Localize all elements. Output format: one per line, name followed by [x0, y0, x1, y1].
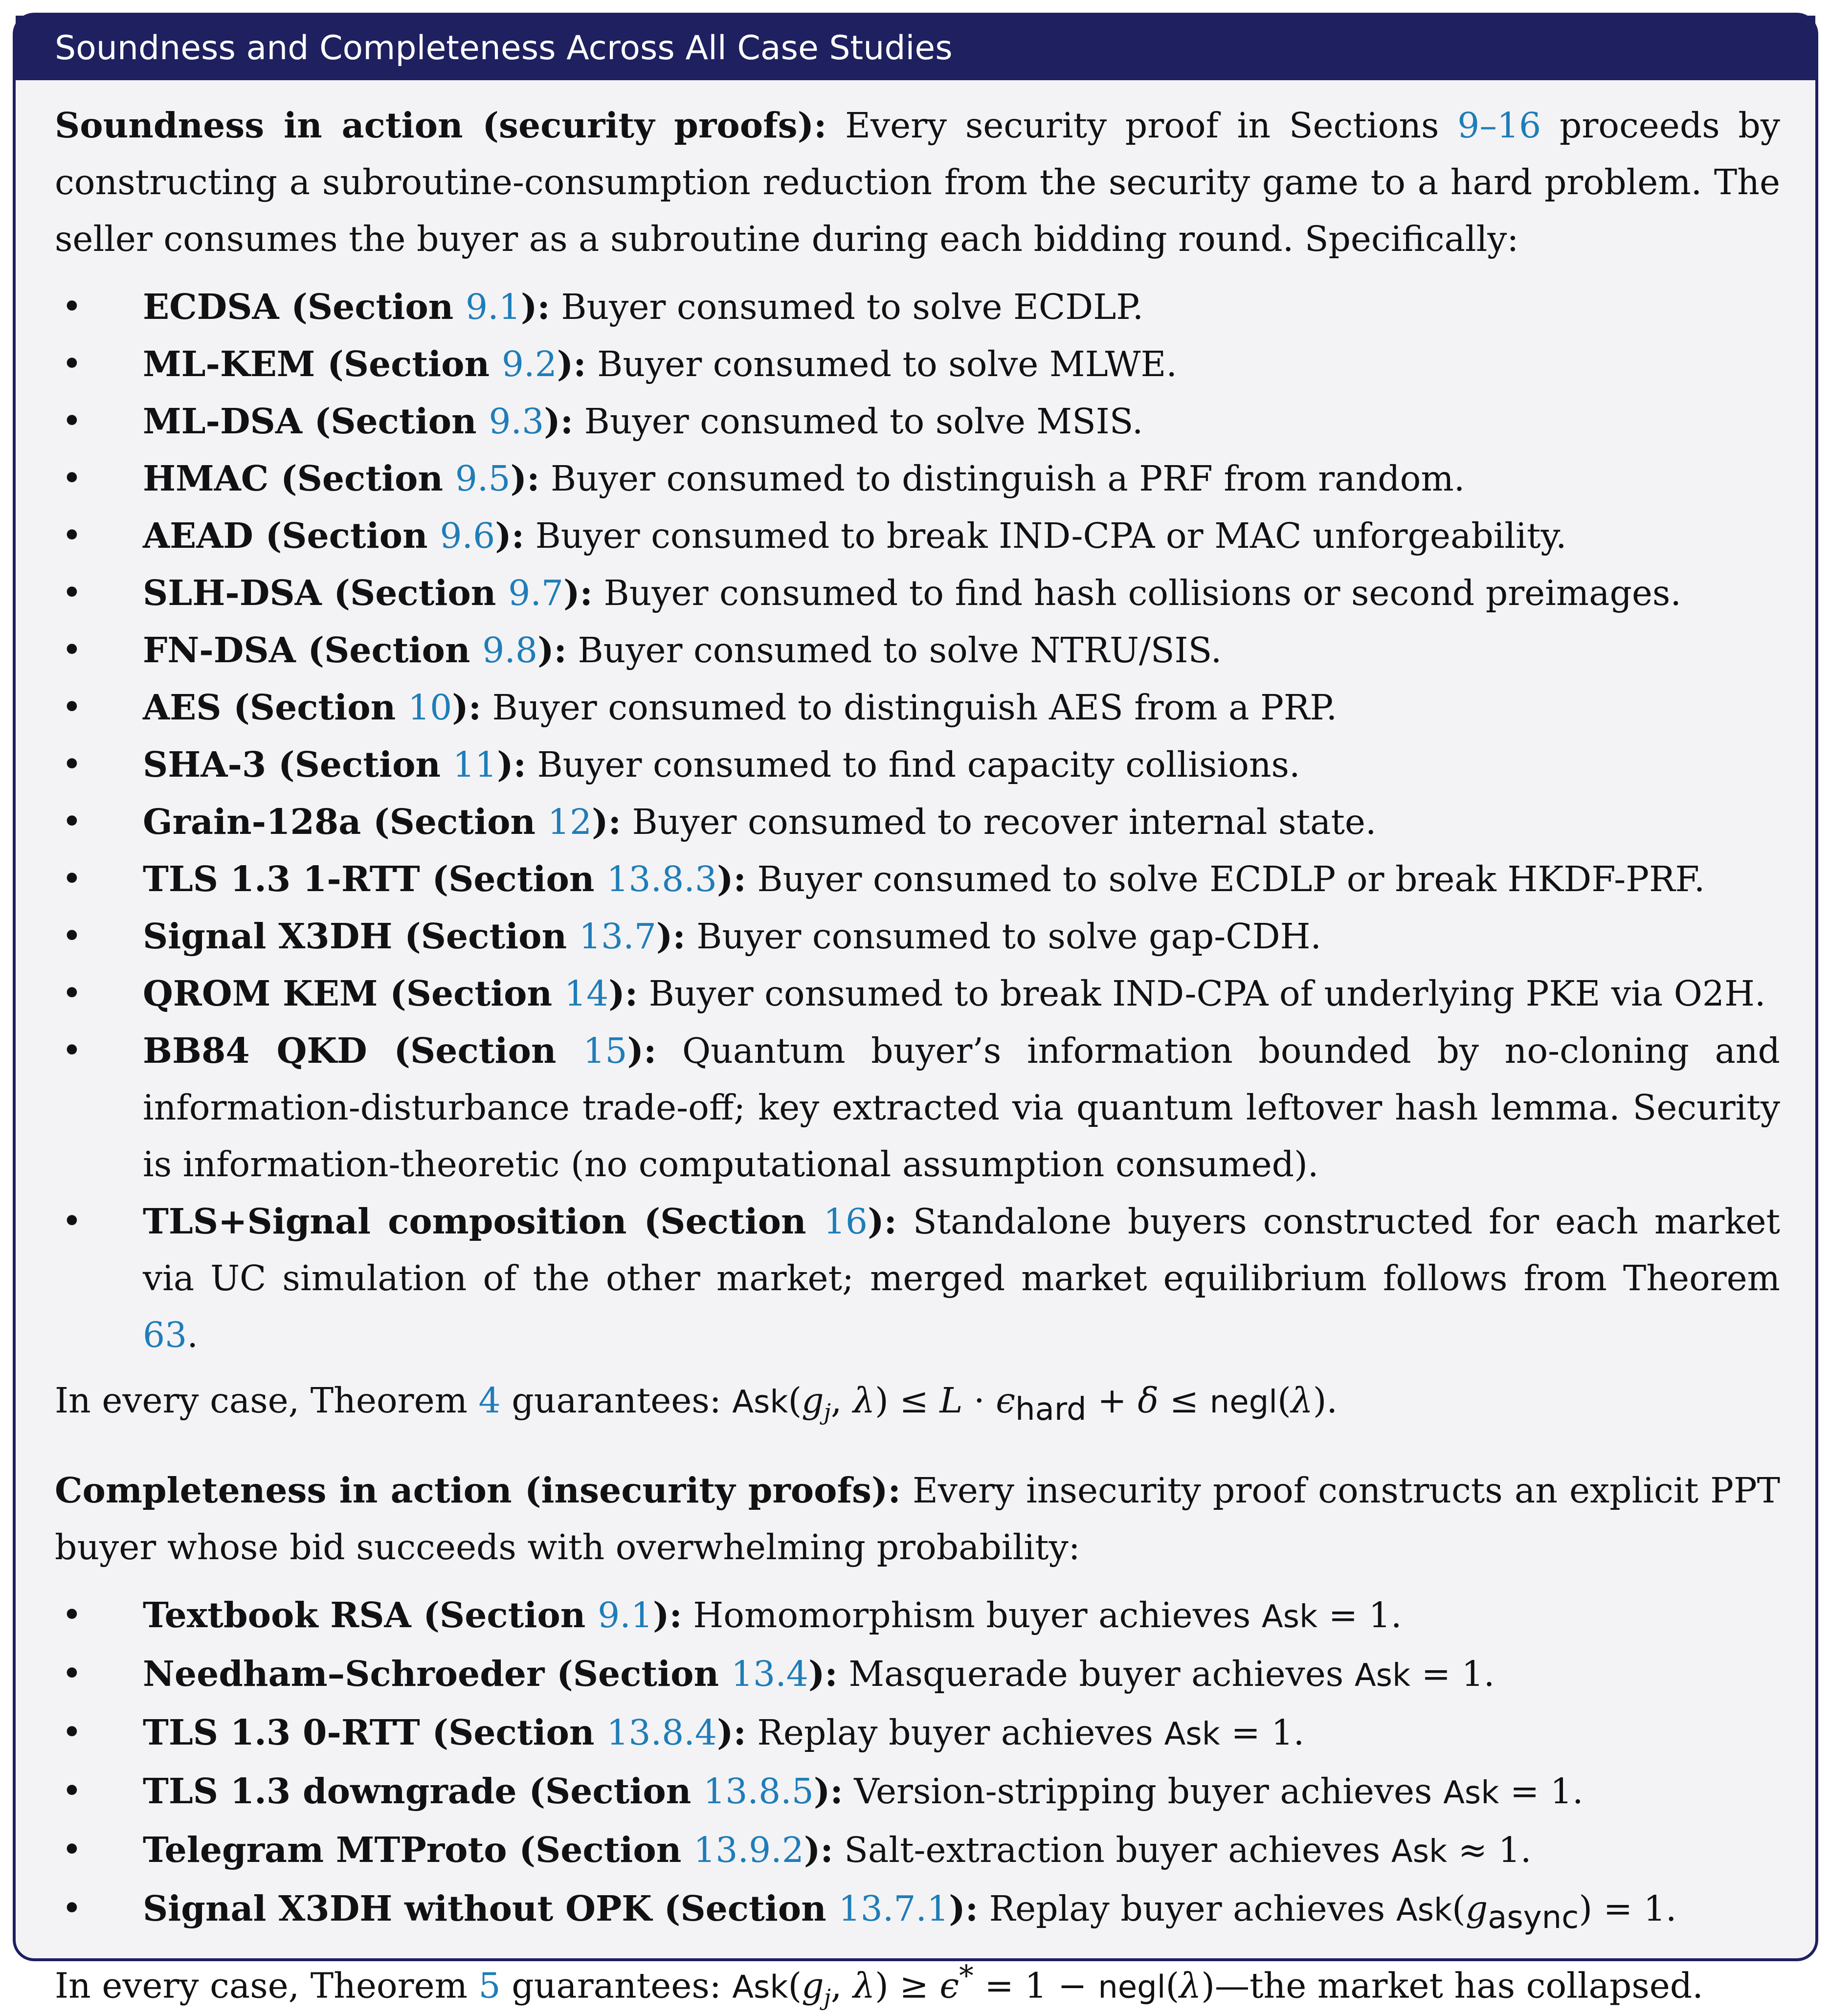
- section-link[interactable]: 9.2: [501, 344, 557, 384]
- bullet-icon: •: [62, 744, 82, 784]
- bullet-icon: •: [62, 1653, 82, 1694]
- bullet-icon: •: [62, 1594, 82, 1635]
- bullet-icon: •: [62, 629, 82, 670]
- section-link[interactable]: 13.7.1: [838, 1888, 949, 1929]
- section-link[interactable]: 13.9.2: [693, 1830, 804, 1870]
- list-item: • HMAC (Section 9.5): Buyer consumed to distinguish a PRF from random.: [55, 450, 1780, 507]
- list-item: • TLS 1.3 downgrade (Section 13.8.5): Version-stripping buyer achieves Ask = 1.: [55, 1763, 1780, 1821]
- completeness-conclusion: In every case, Theorem 5 guarantees: $Ask(g_j$, λ) ≥ ϵ* = 1 − negl(λ)—the market has collapsed.: [55, 1959, 1703, 2011]
- section-link[interactable]: 12: [547, 802, 592, 842]
- section-link[interactable]: 9.6: [440, 515, 495, 556]
- section-link[interactable]: 9: [1457, 105, 1480, 146]
- list-item: • AEAD (Section 9.6): Buyer consumed to break IND-CPA or MAC unforgeability.: [55, 507, 1780, 564]
- box-content: [16, 80, 1815, 2016]
- section-link[interactable]: 16: [823, 1201, 868, 1242]
- section-link[interactable]: 9.5: [455, 458, 511, 499]
- list-item: • Signal X3DH without OPK (Section 13.7.1): Replay buyer achieves $Ask(g_{async}) = 1$.: [55, 1880, 1780, 1939]
- section-link[interactable]: 14: [564, 973, 609, 1014]
- theorem-link[interactable]: 63: [143, 1315, 187, 1355]
- section-link[interactable]: 9.8: [482, 630, 538, 671]
- list-item: • SLH-DSA (Section 9.7): Buyer consumed to find hash collisions or second preimages.: [55, 564, 1780, 622]
- section-link[interactable]: 9.1: [598, 1595, 653, 1635]
- section-link[interactable]: 15: [583, 1030, 627, 1071]
- box-title-text: Soundness and Completeness Across All Case Studies: [55, 28, 953, 67]
- bullet-icon: •: [62, 1829, 82, 1870]
- list-item: • Textbook RSA (Section 9.1): Homomorphism buyer achieves Ask = 1.: [55, 1587, 1780, 1645]
- list-item: • TLS+Signal composition (Section 16): Standalone buyers constructed for each market via UC simulation of the other market; merged market equilibrium follows from Theorem 63.: [55, 1193, 1780, 1364]
- theorem-link[interactable]: 4: [478, 1380, 501, 1421]
- list-item: • ML-KEM (Section 9.2): Buyer consumed to solve MLWE.: [55, 336, 1780, 393]
- list-item: • SHA-3 (Section 11): Buyer consumed to find capacity collisions.: [55, 736, 1780, 793]
- theorem-box: [13, 13, 1818, 2011]
- soundness-list: [55, 278, 1780, 1364]
- bullet-icon: •: [62, 458, 82, 498]
- completeness-paragraph: Completeness in action (insecurity proofs): Every insecurity proof constructs an explicit PPT buyer whose bid succeeds with overwhelming probability:: [55, 1470, 1780, 1568]
- bullet-icon: •: [62, 1770, 82, 1811]
- bullet-icon: •: [62, 1030, 82, 1071]
- section-link[interactable]: 9.3: [489, 401, 544, 442]
- bullet-icon: •: [62, 801, 82, 842]
- bullet-icon: •: [62, 515, 82, 556]
- bullet-icon: •: [62, 572, 82, 613]
- list-item: • QROM KEM (Section 14): Buyer consumed to break IND-CPA of underlying PKE via O2H.: [55, 965, 1780, 1022]
- section-link[interactable]: 13.4: [731, 1654, 808, 1694]
- section-link[interactable]: 13.8.3: [606, 859, 717, 899]
- list-item: • ML-DSA (Section 9.3): Buyer consumed to solve MSIS.: [55, 393, 1780, 450]
- section-link[interactable]: 10: [407, 687, 452, 728]
- list-item: • FN-DSA (Section 9.8): Buyer consumed to solve NTRU/SIS.: [55, 622, 1780, 679]
- section-link[interactable]: 16: [1496, 105, 1541, 146]
- section-link[interactable]: 13.7: [579, 916, 656, 957]
- bullet-icon: •: [62, 973, 82, 1013]
- section-link[interactable]: 13.8.4: [606, 1712, 717, 1753]
- section-link[interactable]: 9.7: [508, 573, 564, 613]
- bullet-icon: •: [62, 1201, 82, 1241]
- bullet-icon: •: [62, 343, 82, 384]
- list-item: • AES (Section 10): Buyer consumed to distinguish AES from a PRP.: [55, 679, 1780, 736]
- theorem-link[interactable]: 5: [478, 1965, 501, 2006]
- list-item: • ECDSA (Section 9.1): Buyer consumed to solve ECDLP.: [55, 278, 1780, 336]
- list-item: • TLS 1.3 0-RTT (Section 13.8.4): Replay buyer achieves Ask = 1.: [55, 1704, 1780, 1763]
- bullet-icon: •: [62, 687, 82, 727]
- bullet-icon: •: [62, 858, 82, 899]
- list-item: • Signal X3DH (Section 13.7): Buyer consumed to solve gap-CDH.: [55, 908, 1780, 965]
- list-item: • BB84 QKD (Section 15): Quantum buyer’s information bounded by no-cloning and information-disturbance trade-off; key extracted via quantum leftover hash lemma. Security is information-theoretic (no computational assumption consumed).: [55, 1022, 1780, 1193]
- bullet-icon: •: [62, 916, 82, 956]
- soundness-conclusion: In every case, Theorem 4 guarantees: $Ask(g_j$, $\lambda) \le L \cdot \epsilon_{hard} + \delta$ ≤ negl(λ).: [55, 1380, 1338, 1428]
- bullet-icon: •: [62, 1888, 82, 1928]
- bullet-icon: •: [62, 401, 82, 441]
- completeness-list: [55, 1587, 1780, 1939]
- completeness-lead: Completeness in action (insecurity proofs):: [55, 1470, 901, 1511]
- list-item: • Needham–Schroeder (Section 13.4): Masquerade buyer achieves Ask = 1.: [55, 1645, 1780, 1704]
- box-title: [16, 16, 1815, 80]
- list-item: • TLS 1.3 1-RTT (Section 13.8.3): Buyer consumed to solve ECDLP or break HKDF-PRF.: [55, 851, 1780, 908]
- bullet-icon: •: [62, 1712, 82, 1752]
- section-link[interactable]: 11: [452, 744, 497, 785]
- section-link[interactable]: 9.1: [466, 287, 521, 327]
- soundness-paragraph: Soundness in action (security proofs): Every security proof in Sections 9–16 proceeds by constructing a subroutine-consumption reduction from the security game to a hard problem. The seller consumes the buyer as a subroutine during each bidding round. Specifically:: [55, 105, 1780, 259]
- soundness-lead: Soundness in action (security proofs):: [55, 105, 827, 146]
- bullet-icon: •: [62, 286, 82, 327]
- list-item: • Telegram MTProto (Section 13.9.2): Salt-extraction buyer achieves Ask ≈ 1.: [55, 1821, 1780, 1880]
- list-item: • Grain-128a (Section 12): Buyer consumed to recover internal state.: [55, 793, 1780, 851]
- section-link[interactable]: 13.8.5: [703, 1771, 814, 1812]
